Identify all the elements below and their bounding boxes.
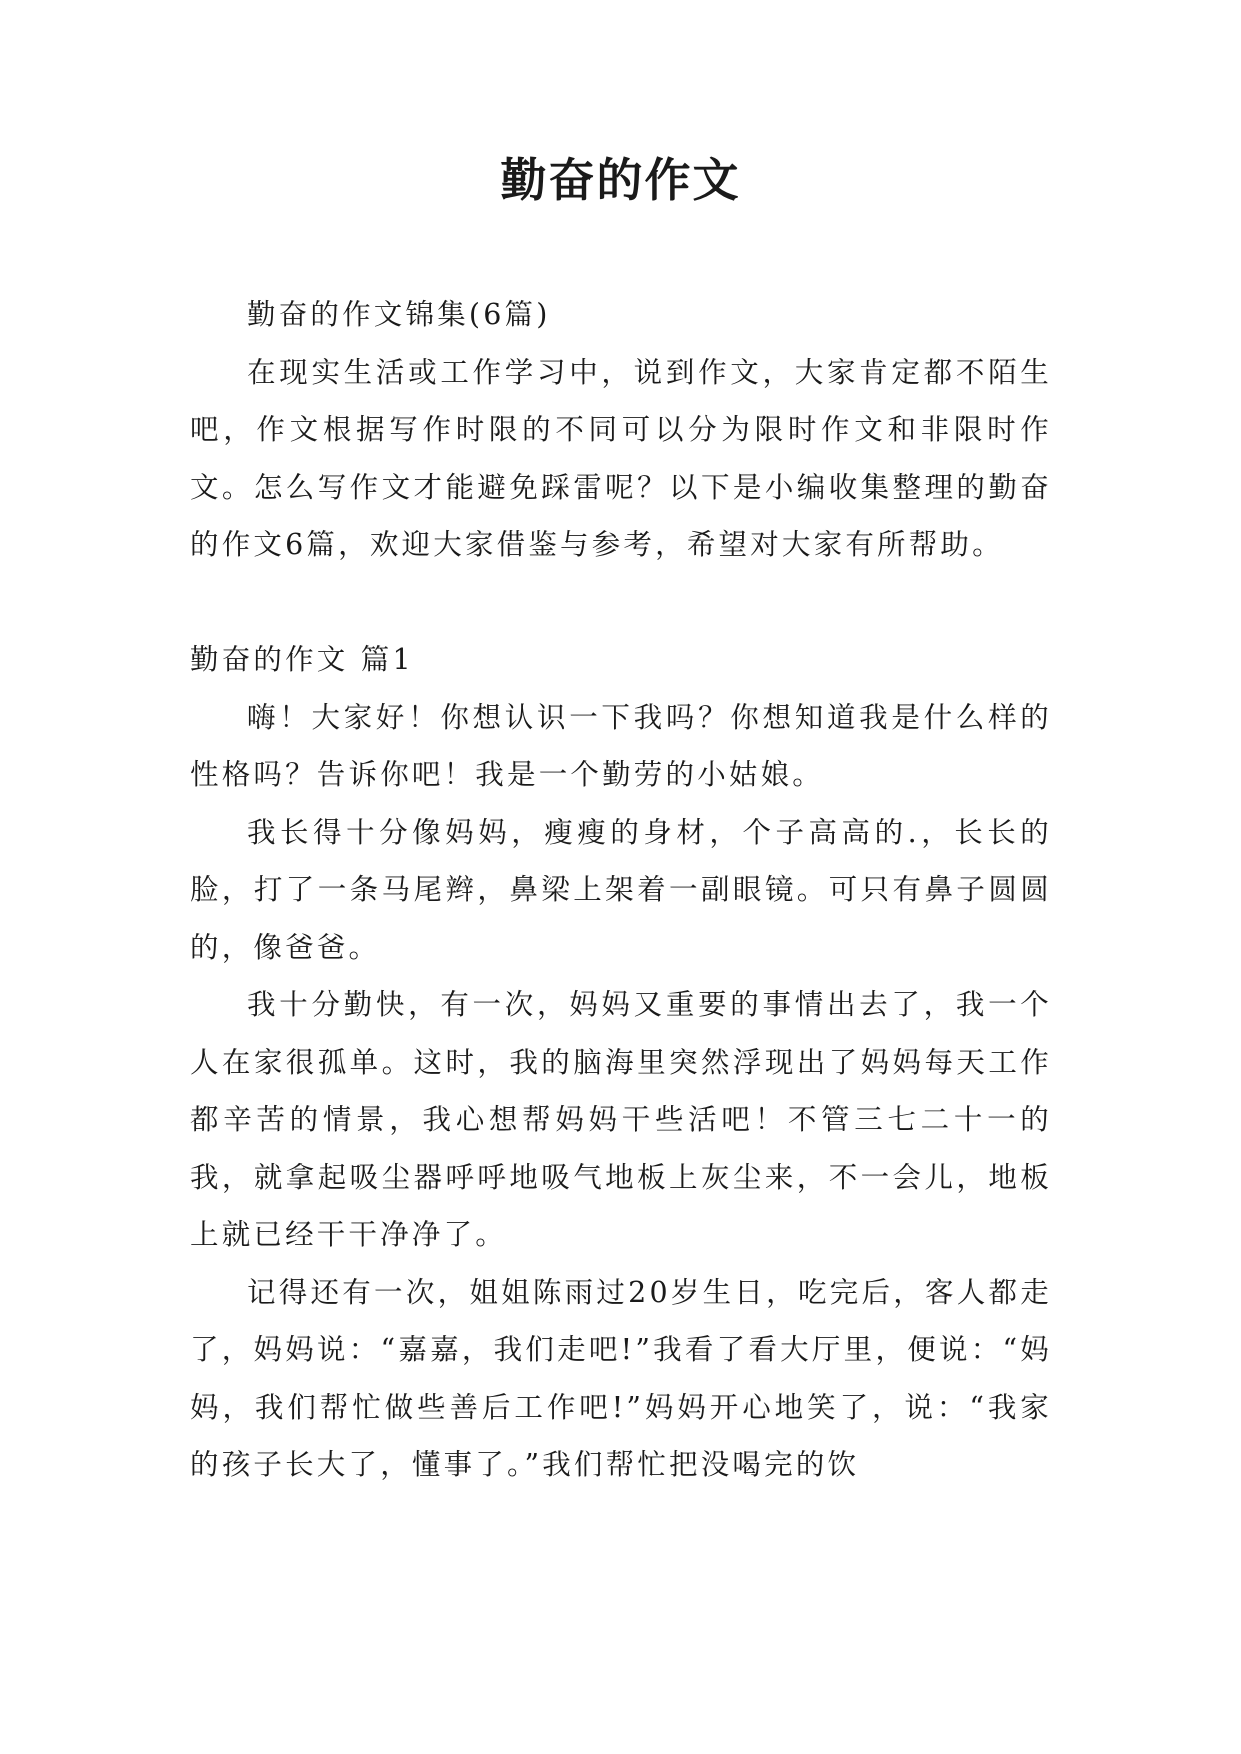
- body-paragraph: 记得还有一次，姐姐陈雨过20岁生日，吃完后，客人都走了，妈妈说：“嘉嘉，我们走吧!”我看了看大厅里，便说：“妈妈，我们帮忙做些善后工作吧!”妈妈开心地笑了，说：“我家的孩子长大了，懂事了。”我们帮忙把没喝完的饮: [190, 1275, 1052, 1481]
- section-spacer: [190, 574, 1052, 632]
- document-body: [190, 286, 1052, 1494]
- document-subtitle: 勤奋的作文锦集(6篇): [247, 298, 551, 331]
- body-paragraph: 我十分勤快，有一次，妈妈又重要的事情出去了，我一个人在家很孤单。这时，我的脑海里突然浮现出了妈妈每天工作都辛苦的情景，我心想帮妈妈干些活吧！不管三七二十一的我，就拿起吸尘器呼呼地吸气地板上灰尘来，不一会儿，地板上就已经干干净净了。: [190, 988, 1052, 1251]
- body-paragraph: 嗨！大家好！你想认识一下我吗？你想知道我是什么样的性格吗？告诉你吧！我是一个勤劳的小姑娘。: [190, 700, 1052, 791]
- body-paragraph: 我长得十分像妈妈，瘦瘦的身材，个子高高的.，长长的脸，打了一条马尾辫，鼻梁上架着一副眼镜。可只有鼻子圆圆的，像爸爸。: [190, 815, 1052, 964]
- section-heading: 勤奋的作文 篇1: [190, 643, 414, 676]
- intro-paragraph: 在现实生活或工作学习中，说到作文，大家肯定都不陌生吧，作文根据写作时限的不同可以分为限时作文和非限时作文。怎么写作文才能避免踩雷呢？以下是小编收集整理的勤奋的作文6篇，欢迎大家借鉴与参考，希望对大家有所帮助。: [190, 355, 1052, 561]
- document-title: 勤奋的作文: [500, 153, 741, 207]
